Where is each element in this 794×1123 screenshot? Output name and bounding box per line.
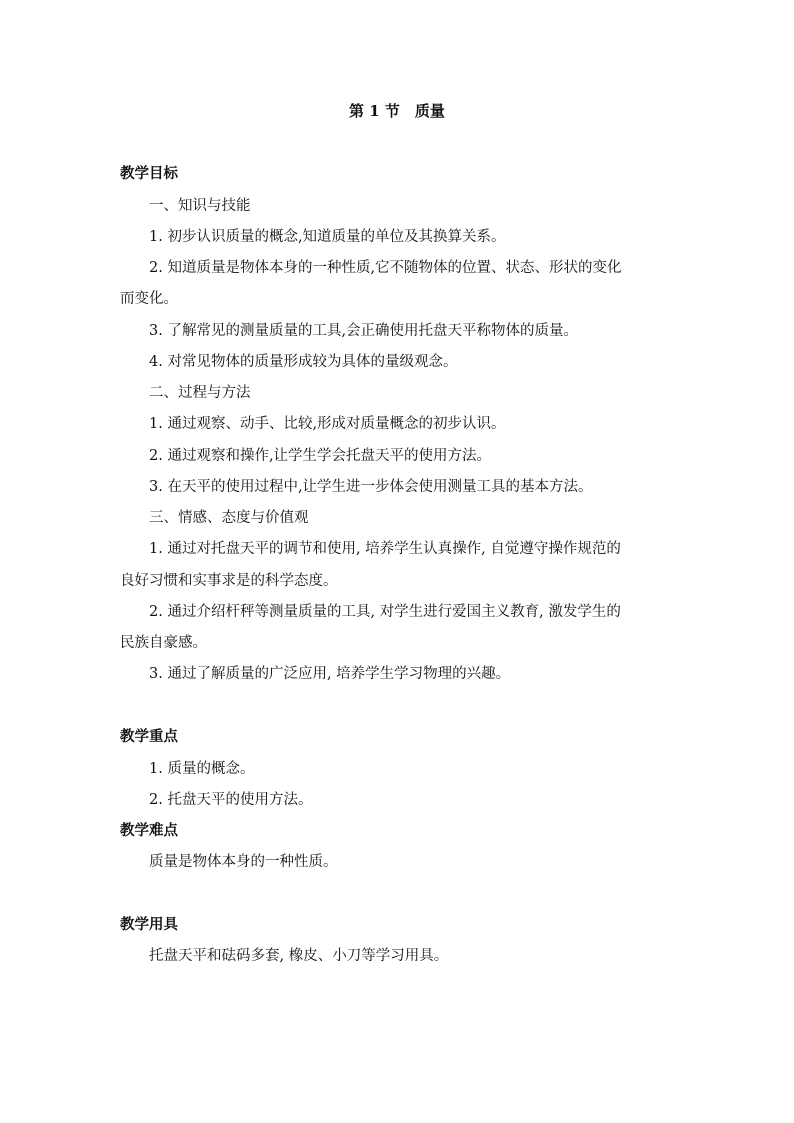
objectives-heading: 教学目标 [120, 165, 178, 182]
section3-heading: 三、情感、态度与价值观 [149, 510, 309, 526]
section3-item-3: 3. 通过了解质量的广泛应用, 培养学生学习物理的兴趣。 [149, 666, 511, 682]
section1-item-2-cont: 而变化。 [120, 291, 178, 307]
section1-heading: 一、知识与技能 [149, 198, 251, 214]
difficulties-heading: 教学难点 [120, 822, 178, 839]
difficulties-text: 质量是物体本身的一种性质。 [149, 854, 338, 870]
section3-item-2-cont: 民族自豪感。 [120, 635, 207, 651]
section1-item-1: 1. 初步认识质量的概念,知道质量的单位及其换算关系。 [149, 229, 506, 245]
page-title: 第 1 节 质量 [349, 102, 445, 120]
section3-item-1-cont: 良好习惯和实事求是的科学态度。 [120, 573, 338, 589]
key-point-2: 2. 托盘天平的使用方法。 [149, 792, 313, 808]
section3-item-2: 2. 通过介绍杆秤等测量质量的工具, 对学生进行爱国主义教育, 激发学生的 [149, 604, 621, 620]
section3-item-1: 1. 通过对托盘天平的调节和使用, 培养学生认真操作, 自觉遵守操作规范的 [149, 541, 621, 557]
key-point-1: 1. 质量的概念。 [149, 761, 255, 777]
section1-item-4: 4. 对常见物体的质量形成较为具体的量级观念。 [149, 354, 458, 370]
section2-item-1: 1. 通过观察、动手、比较,形成对质量概念的初步认识。 [149, 416, 506, 432]
section1-item-3: 3. 了解常见的测量质量的工具,会正确使用托盘天平称物体的质量。 [149, 323, 579, 339]
section2-heading: 二、过程与方法 [149, 385, 251, 401]
key-points-heading: 教学重点 [120, 728, 178, 745]
tools-text: 托盘天平和砝码多套, 橡皮、小刀等学习用具。 [149, 948, 449, 964]
section2-item-3: 3. 在天平的使用过程中,让学生进一步体会使用测量工具的基本方法。 [149, 479, 593, 495]
section2-item-2: 2. 通过观察和操作,让学生学会托盘天平的使用方法。 [149, 448, 492, 464]
tools-heading: 教学用具 [120, 916, 178, 933]
section1-item-2: 2. 知道质量是物体本身的一种性质,它不随物体的位置、状态、形状的变化 [149, 260, 622, 276]
